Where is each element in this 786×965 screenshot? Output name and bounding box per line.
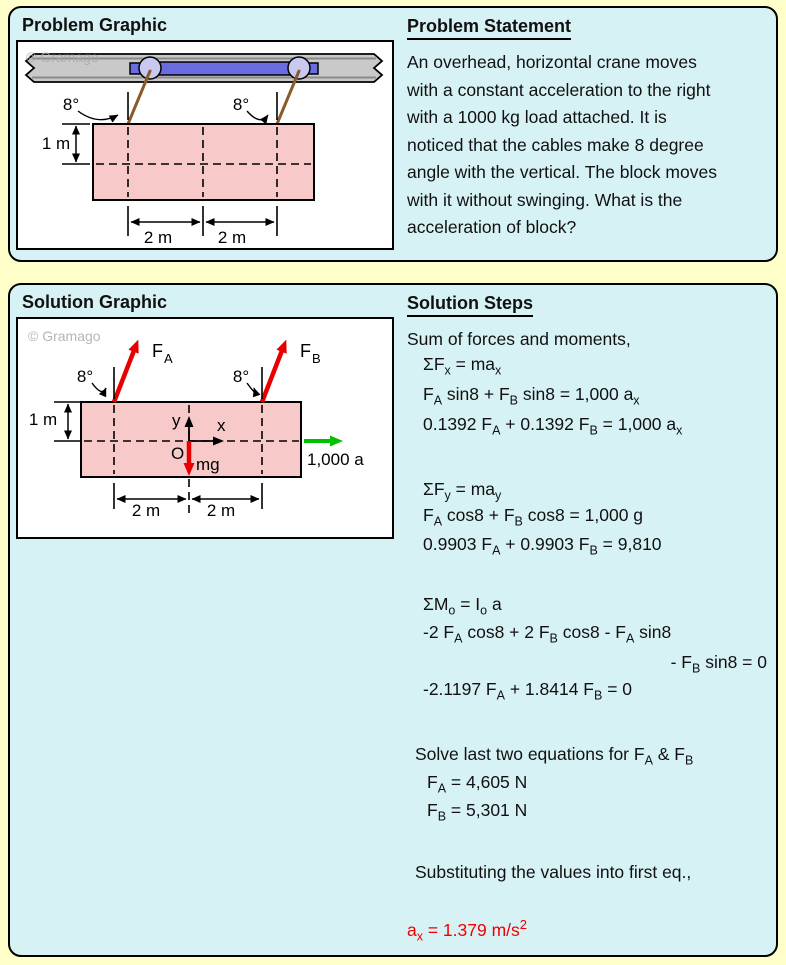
solution-step-line: -2.1197 $F_A + 1.8414$ $F_B = 0$ <box>423 679 633 703</box>
statement-line: acceleration of block? <box>407 217 577 237</box>
height-dim-label: 1 m <box>28 410 58 429</box>
solution-graphic-title: Solution Graphic <box>22 292 168 312</box>
angle-label-left: 8° <box>76 367 94 386</box>
load-block <box>93 124 314 200</box>
force-arrow-b <box>262 348 283 402</box>
trolley-bar <box>142 62 306 75</box>
solution-step-line: - $F_B$ sin8 = 0 <box>670 652 767 676</box>
weight-label: mg <box>196 455 220 474</box>
watermark-text: © Gramago <box>28 328 101 344</box>
acceleration-label: 1,000 a <box>307 450 364 469</box>
force-arrow-a <box>114 348 135 402</box>
problem-panel <box>8 6 778 262</box>
solution-graphic-box <box>16 317 394 539</box>
angle-arc-right <box>247 111 268 120</box>
angle-label-left: 8° <box>62 95 80 114</box>
width-dim-label-right: 2 m <box>217 228 247 247</box>
angle-arc-left <box>78 111 118 120</box>
trolley-wheel-right <box>288 57 310 79</box>
x-axis-label: x <box>217 416 226 435</box>
origin-label: O <box>171 444 185 463</box>
force-a-subscript: A <box>164 351 173 366</box>
force-a-label: F <box>152 341 163 361</box>
force-b-subscript: B <box>312 351 321 366</box>
force-b-label: F <box>300 341 311 361</box>
solution-step-line: Substituting the values into first eq., <box>415 862 692 882</box>
solution-step-line: 0.1392 $F_A + 0.1392$ $F_B = 1,000$ $a_x$ <box>423 414 683 438</box>
statement-line: with it without swinging. What is the <box>407 189 683 210</box>
width-dim-label-left: 2 m <box>143 228 173 247</box>
solution-step-line: $F_A = 4,605$ N <box>427 772 528 796</box>
watermark-text: © Gramago <box>26 49 99 65</box>
solution-graphic-figure <box>18 319 392 537</box>
solution-step-line: Sum of forces and moments, <box>407 329 631 349</box>
problem-graphic-box <box>16 40 394 250</box>
solution-panel <box>8 283 778 957</box>
solution-step-line: $\Sigma M_o = I_o$ a <box>423 594 502 618</box>
solution-step-line: $F_A$ $\cos 8 + F_B$ cos8 = 1,000 g <box>423 505 644 529</box>
solution-step-line: $\Sigma F_y = ma_y$ <box>423 479 502 503</box>
angle-label-right: 8° <box>232 367 250 386</box>
height-dim-label: 1 m <box>41 134 71 153</box>
solution-result-line: $a_x = 1.379$ $m/s^2$ <box>407 917 528 944</box>
solution-steps-title: Solution Steps <box>407 293 533 317</box>
solution-step-line: 0.9903 $F_A + 0.9903$ $F_B = 9,810$ <box>423 534 662 558</box>
angle-arc-left <box>92 383 106 392</box>
y-axis-label: y <box>172 411 181 430</box>
problem-graphic-title: Problem Graphic <box>22 15 168 35</box>
statement-line: with a constant acceleration to the right <box>407 79 711 100</box>
statement-line: angle with the vertical. The block moves <box>407 162 717 182</box>
problem-statement-title: Problem Statement <box>407 16 571 40</box>
angle-label-right: 8° <box>232 95 250 114</box>
solution-step-line: $\Sigma F_x = ma_x$ <box>423 354 502 378</box>
width-dim-label-right: 2 m <box>206 501 236 520</box>
statement-line: An overhead, horizontal crane moves <box>407 52 697 72</box>
solution-step-line: -2 $F_A$ cos8 + 2 $F_B$ $\cos 8 - F_A$ sin8 <box>423 622 672 646</box>
solution-step-line: $F_A$ $\sin 8 + F_B$ sin8 = 1,000 $a_x$ <box>423 384 640 408</box>
solution-step-line: $F_B = 5,301$ N <box>427 800 528 824</box>
problem-graphic-figure <box>18 42 392 248</box>
width-dim-label-left: 2 m <box>131 501 161 520</box>
solution-step-line: Solve last two equations for $F_A$ & $F_B$ <box>415 744 694 768</box>
statement-line: with a 1000 kg load attached. It is <box>407 107 667 127</box>
statement-line: noticed that the cables make 8 degree <box>407 134 704 155</box>
problem-statement-text <box>407 49 775 242</box>
trolley-wheel-left <box>139 57 161 79</box>
